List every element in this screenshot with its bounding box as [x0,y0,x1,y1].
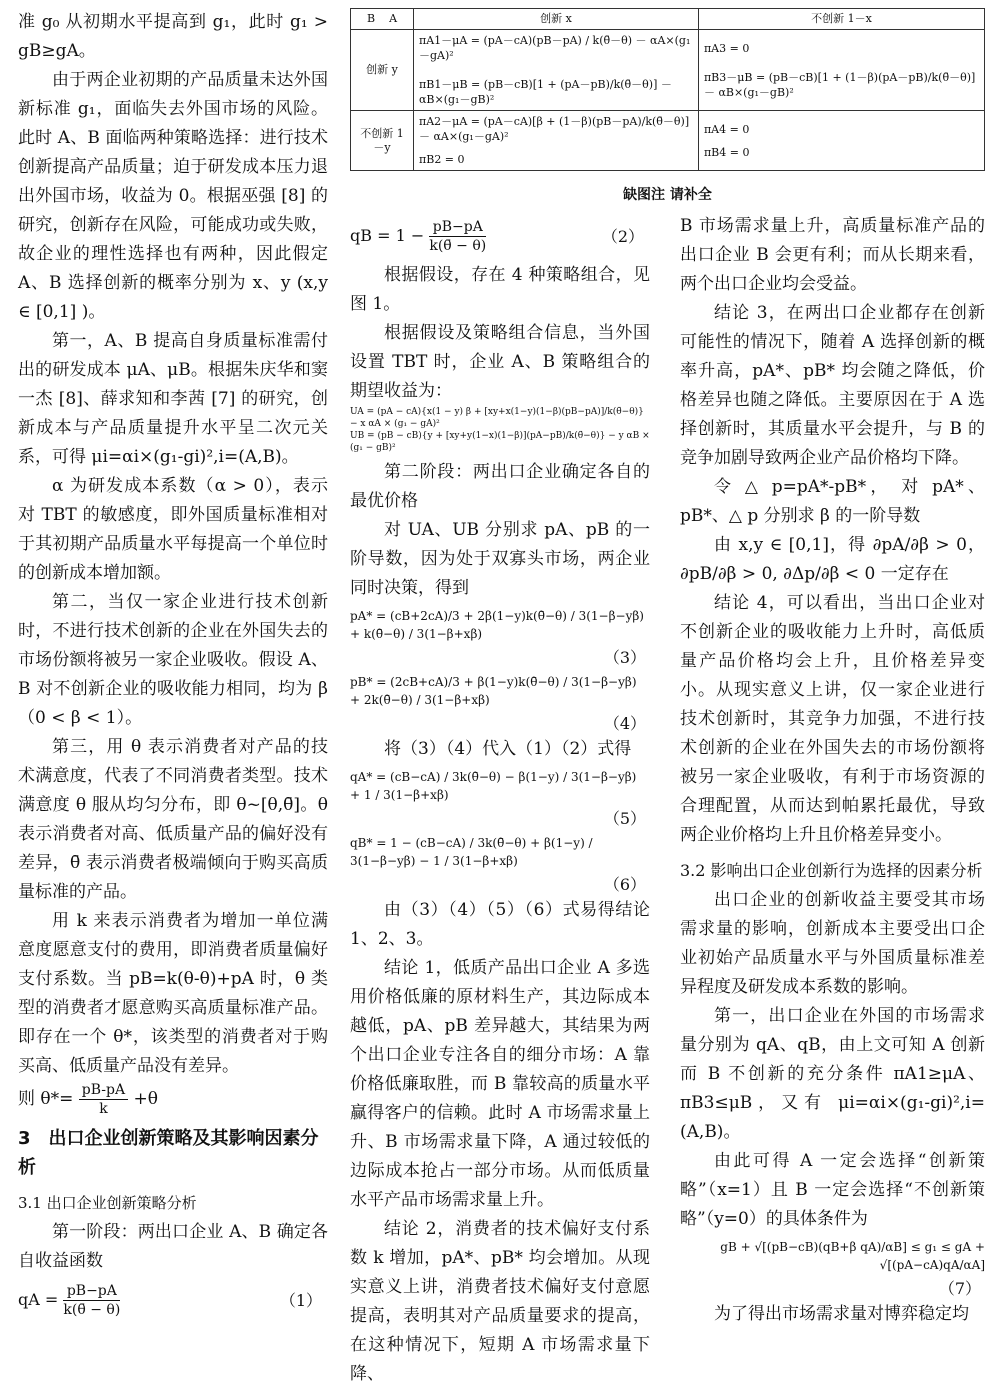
paragraph: 准 g₀ 从初期水平提高到 g₁，此时 g₁ > gB≥gA。 [18,12,328,61]
equation-number: （1） [279,1291,322,1310]
subsection-heading: 3.2 影响出口企业创新行为选择的因素分析 [680,861,983,880]
fraction-numerator: pB−pA [429,218,486,237]
paragraph: 令 △ p=pA*-pB*， 对 pA*、pB*、△ p 分别求 β 的一阶导数 [680,477,985,526]
paragraph: 由（3）（4）（5）（6）式易得结论 1、2、3。 [350,900,650,949]
equation-3: pA* = (cB+2cA)/3 + 2β(1−y)k(θ̄−θ) / 3(1−β−yβ) + k(θ̄−θ) / 3(1−β+xβ) [350,609,644,641]
paragraph: 由于两企业初期的产品质量未达外国新标准 g₁，面临失去外国市场的风险。此时 A、B 面临两种策略选择：进行技术创新提高产品质量；迫于研发成本压力退出外国市场，收益为 0。根据巫强 [8] 的研究，创新存在风险，可能成功或失败，故企业的理性选择也有两种，因此假定 A、B 选择创新的概率分别为 x、y (x,y ∈ [0,1] )。 [18,70,328,322]
paragraph: 结论 4，可以看出，当出口企业对不创新企业的吸收能力上升时，高低质量产品价格均会上升，且价格差异变小。从现实意义上讲，仅一家企业进行技术创新时，其竞争力加强，不进行技术创新的企业在外国失去的市场份额将被另一家企业吸收，有利于市场资源的合理配置，从而达到帕累托最优，导致两企业价格均上升且价格差异变小。 [680,593,985,845]
paragraph: 结论 3，在两出口企业都存在创新可能性的情况下，随着 A 选择创新的概率升高，pA*、pB* 均会随之降低，价格差异也随之降低。主要原因在于 A 选择创新时，其质量水平会提升，与 B 的竞争加剧导致两企业产品价格均下降。 [680,303,985,468]
row-header-not-innovate: 不创新 1－y [351,111,414,171]
equation-number: （2） [601,227,644,246]
equation-number: （6） [603,875,646,894]
expected-payoff-ub: UB = (pB − cB){y + [xy+y(1−x)(1−β)](pA−pB)/k(θ̄−θ)} − y αB × (g₁ − gB)² [350,431,650,453]
paragraph: 根据假设及策略组合信息，当外国设置 TBT 时，企业 A、B 策略组合的期望收益为： [350,323,650,401]
equation-7: gB + √[(pB−cB)(qB+β qA)/αB] ≤ g₁ ≤ gA + √[(pA−cA)qA/αA] [720,1240,985,1272]
paragraph: 根据假设，存在 4 种策略组合，见图 1。 [350,265,650,314]
payoff-matrix [350,8,985,171]
paragraph: 结论 1，低质产品出口企业 A 多选用价格低廉的原材料生产，其边际成本越低，pA、pB 差异越大，其结果为两个出口企业专注各自的细分市场：A 靠价格低廉取胜，而 B 靠较高的质量水平赢得客户的信赖。此时 A 市场需求量上升、B 市场需求量下降，A 通过较低的边际成本抢占一部分市场。从而低质量水平产品市场需求量上升。 [350,958,650,1210]
figure-caption: 缺图注 请补全 [623,187,712,203]
column-right [680,212,985,1329]
table-header-row [351,9,985,30]
payoff-b: πB1－μB = (pB－cB)[1 + (pA－pB)/k(θ̄－θ)] － αB×(g₁－gB)² [419,78,672,106]
table-corner [351,9,414,30]
payoff-b: πB2 = 0 [419,153,465,166]
paragraph: 由此可得 A 一定会选择“创新策略”（x=1）且 B 一定会选择“不创新策略”（y=0）的具体条件为 [680,1151,985,1229]
table-cell [414,30,699,111]
expected-payoff-ua: UA = (pA − cA){x(1 − y) β + [xy+x(1−y)(1−β)(pB−pA)]/k(θ̄−θ)} − x αA × (g₁ − gA)² [350,407,644,429]
paragraph: 第一阶段：两出口企业 A、B 确定各自收益函数 [18,1222,328,1271]
paragraph: 将（3）（4）代入（1）（2）式得 [384,739,632,759]
table-row [351,111,985,171]
paragraph: B 市场需求量上升，高质量标准产品的出口企业 B 会更有利；而从长期来看，两个出口企业均会受益。 [680,216,985,294]
column-middle [350,212,650,1389]
equation-lhs: qB = 1 − [350,226,425,245]
payoff-b: πB3－μB = (pB－cB)[1 + (1－β)(pA－pB)/k(θ̄－θ)] － αB×(g₁－gB)² [703,70,976,99]
equation-number: （3） [603,648,646,667]
paragraph: 第二阶段：两出口企业确定各自的最优价格 [350,462,650,511]
formula-tail: +θ [133,1089,158,1109]
payoff-a: πA4 = 0 [703,122,750,136]
subsection-heading: 3.1 出口企业创新策略分析 [18,1194,197,1212]
equation-number: （4） [603,714,646,733]
equation-2 [350,218,650,255]
corner-b: B [366,12,376,25]
equation-6: qB* = 1 − (cB−cA) / 3k(θ̄−θ) + β(1−y) / 3(1−β−yβ) − 1 / 3(1−β+xβ) [350,836,593,868]
table-cell [414,111,699,171]
paragraph: 为了得出市场需求量对博弈稳定均 [714,1304,969,1324]
fraction [429,218,486,255]
paragraph: 结论 2，消费者的技术偏好支付系数 k 增加，pA*、pB* 均会增加。从现实意义上讲，消费者技术偏好支付意愿提高，表明其对产品质量要求的提高，在这种情况下，短期 A 市场需求量下降、 [350,1219,650,1384]
paragraph: 第二，当仅一家企业进行技术创新时，不进行技术创新的企业在外国失去的市场份额将被另一家企业吸收。假设 A、B 对不创新企业的吸收能力相同，均为 β（0 < β < 1）。 [18,592,328,728]
paragraph: 第一，出口企业在外国的市场需求量分别为 qA、qB，由上文可知 A 创新而 B 不创新的充分条件 πA1≥μA、πB3≤μB，又有 μi=αi×(g₁-gi)²,i=(A,B)。 [680,1006,985,1142]
equation-body [350,218,486,255]
fraction-numerator: pB−pA [63,1282,120,1301]
paragraph: 对 UA、UB 分别求 pA、pB 的一阶导数，因为处于双寡头市场，两企业同时决策，得到 [350,520,650,598]
column-header-innovate: 创新 x [414,9,699,30]
payoff-a: πA3 = 0 [703,41,750,55]
formula-lhs: 则 θ*= [18,1089,74,1109]
equation-number: （5） [603,809,646,828]
row-header-innovate: 创新 y [351,30,414,111]
table-row [351,30,985,111]
paragraph: 第一，A、B 提高自身质量标准需付出的研发成本 μA、μB。根据朱庆华和窦一杰 [8]、薛求知和李茜 [7] 的研究，创新成本与产品质量提升水平呈二次元关系，可得 μi=αi×(g₁-gi)²,i=(A,B)。 [18,331,328,467]
fraction-denominator: k(θ̄ − θ) [429,238,487,254]
paragraph: 出口企业的创新收益主要受其市场需求量的影响，创新成本主要受出口企业初始产品质量水平与外国质量标准差异程度及研发成本系数的影响。 [680,890,985,997]
fraction-numerator: pB-pA [79,1081,128,1100]
theta-star-formula [18,1081,328,1118]
fraction-denominator: k [99,1101,108,1117]
fraction-denominator: k(θ̄ − θ) [63,1302,121,1318]
paragraph: 用 k 来表示消费者为增加一单位满意度愿意支付的费用，即消费者质量偏好支付系数。当 pB=k(θ-θ)+pA 时，θ 类型的消费者才愿意购买高质量标准产品。即存在一个 θ*，该类型的消费者对于购买高、低质量产品没有差异。 [18,911,328,1076]
fraction [79,1081,128,1118]
payoff-a: πA2－μA = (pA－cA)[β + (1－β)(pB－pA)/k(θ̄－θ)] － αA×(g₁－gA)² [419,115,690,143]
paragraph: 第三，用 θ 表示消费者对产品的技术满意度，代表了不同消费者类型。技术满意度 θ 服从均匀分布，即 θ~[θ,θ̄]。θ 表示消费者对高、低质量产品的偏好没有差异，θ̄ 表示消费者极端倾向于购买高质量标准的产品。 [18,737,328,902]
paragraph: 由 x,y ∈ [0,1]，得 ∂pA/∂β > 0， ∂pB/∂β > 0, ∂Δp/∂β < 0 一定存在 [680,535,985,584]
column-left [18,8,328,1325]
paragraph: α 为研发成本系数（α > 0），表示对 TBT 的敏感度，即外国质量标准相对于其初期产品质量水平每提高一个单位时的创新成本增加额。 [18,476,328,583]
equation-body [18,1282,120,1319]
equation-5: qA* = (cB−cA) / 3k(θ̄−θ) − β(1−y) / 3(1−β−yβ) + 1 / 3(1−β+xβ) [350,770,637,802]
corner-a: A [389,12,398,25]
payoff-a: πA1－μA = (pA－cA)(pB－pA) / k(θ̄－θ) － αA×(g₁－gA)² [419,34,691,62]
payoff-table [350,8,985,178]
equation-lhs: qA = [18,1290,59,1309]
table-cell [698,111,984,171]
equation-4: pB* = (2cB+cA)/3 + β(1−y)k(θ̄−θ) / 3(1−β−yβ) + 2k(θ̄−θ) / 3(1−β+xβ) [350,675,637,707]
payoff-b: πB4 = 0 [703,145,750,159]
section-heading: 3 出口企业创新策略及其影响因素分析 [18,1128,319,1178]
equation-number: （7） [938,1279,981,1298]
fraction [63,1282,120,1319]
equation-1 [18,1282,328,1319]
table-cell [698,30,984,111]
column-header-not-innovate: 不创新 1－x [698,9,984,30]
